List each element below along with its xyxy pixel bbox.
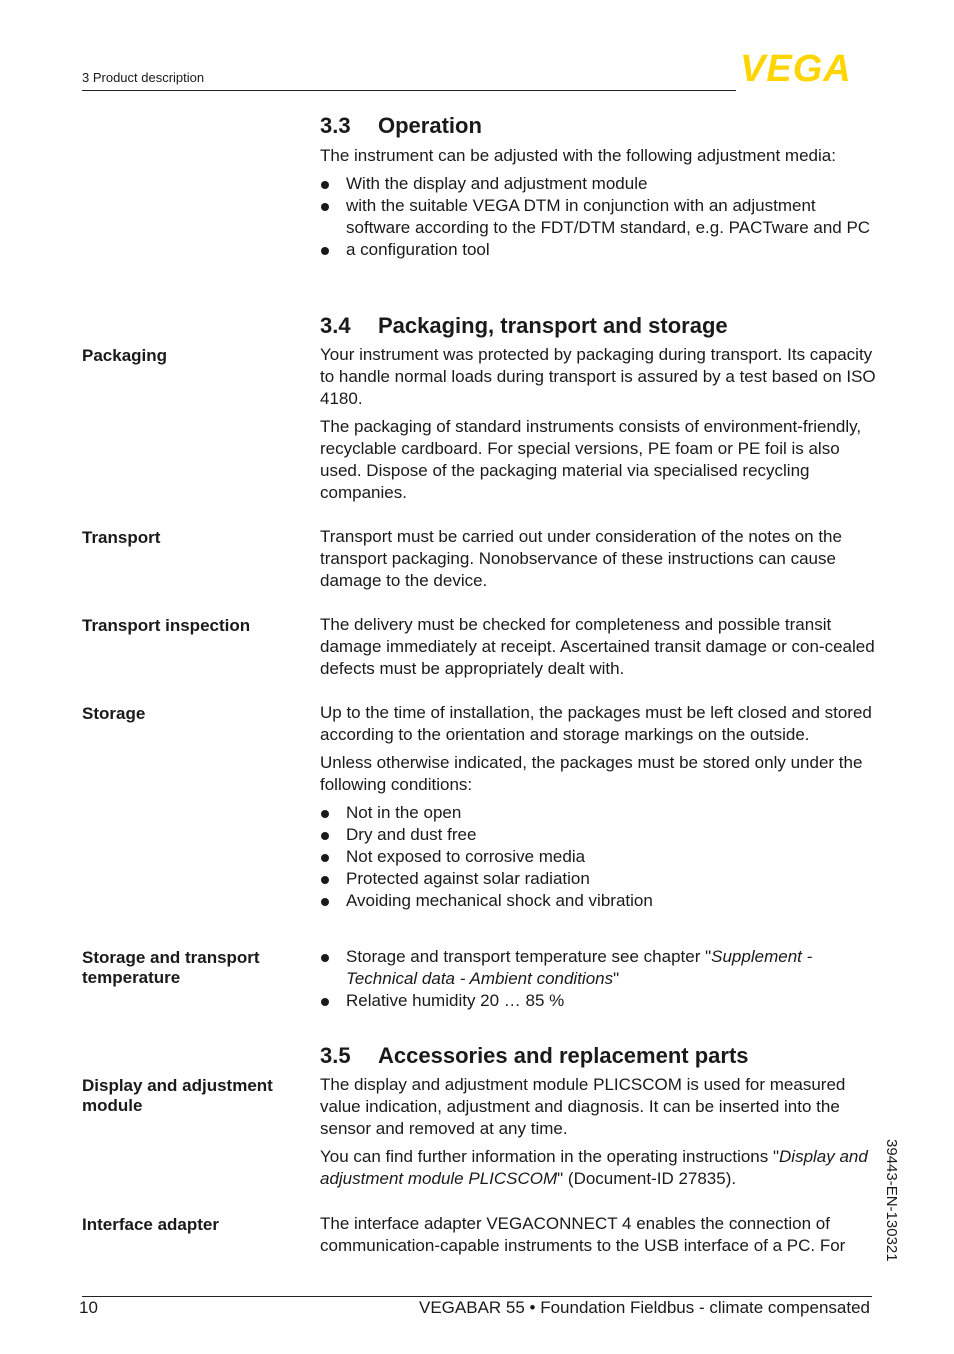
document-reference: Display and adjustment module PLICSCOM (320, 1147, 868, 1188)
inspection-body (320, 614, 876, 680)
logo-wordmark: VEGA (740, 50, 852, 86)
transport-body (320, 526, 876, 592)
list-item: Relative humidity 20 … 85 % (320, 990, 876, 1012)
page-number: 10 (79, 1298, 98, 1317)
footer-rule (82, 1296, 872, 1297)
margin-label-interface-adapter: Interface adapter (82, 1215, 219, 1234)
vega-logo-graphic (740, 50, 874, 86)
list-item: Not in the open (320, 802, 876, 824)
list-item: with the suitable VEGA DTM in conjunction with an adjustment software according to the FDT/DTM standard, e.g. PACTware and PC (320, 195, 876, 239)
paragraph: The delivery must be checked for completeness and possible transit damage immediately at receipt. Ascertained transit damage or con-cealed defects must be appropriately dealt with. (320, 615, 875, 678)
paragraph: The display and adjustment module PLICSCOM is used for measured value indication, adjustment and diagnosis. It can be inserted into the sensor and removed at any time. (320, 1075, 846, 1138)
margin-label-storage: Storage (82, 704, 146, 723)
storage-body (320, 702, 876, 912)
text-run: " (Document-ID 27835). (557, 1169, 737, 1188)
margin-label-display-module: Display and adjustment module (82, 1076, 273, 1115)
vega-logo (740, 50, 874, 91)
section-heading-3-4 (320, 313, 728, 339)
chapter-reference: Supplement - Technical data - Ambient conditions (346, 947, 813, 988)
list-item: Avoiding mechanical shock and vibration (320, 890, 876, 912)
section-number: 3.4 (320, 313, 351, 338)
operation-intro: The instrument can be adjusted with the following adjustment media: (320, 146, 836, 165)
running-header: 3 Product description (82, 70, 205, 85)
text-run: " (613, 969, 620, 988)
section-title: Accessories and replacement parts (378, 1043, 749, 1068)
section-number: 3.3 (320, 113, 351, 138)
footer-title: VEGABAR 55 • Foundation Fieldbus - climate compensated (418, 1298, 870, 1317)
list-item: Dry and dust free (320, 824, 876, 846)
text-run: Storage and transport temperature see chapter " (346, 947, 712, 966)
margin-label-transport-inspection: Transport inspection (82, 616, 251, 635)
paragraph: Transport must be carried out under consideration of the notes on the transport packaging. Nonobservance of these instructions can cause damage to the device. (320, 527, 842, 590)
storage-conditions-list (320, 802, 876, 912)
section-number: 3.5 (320, 1043, 351, 1068)
paragraph: Your instrument was protected by packaging during transport. Its capacity to handle normal loads during transport is assured by a test based on ISO 4180. (320, 345, 876, 408)
operation-list (320, 173, 876, 261)
list-item: With the display and adjustment module (320, 173, 876, 195)
list-item: a configuration tool (320, 239, 876, 261)
paragraph: The packaging of standard instruments consists of environment-friendly, recyclable cardboard. For special versions, PE foam or PE foil is also used. Dispose of the packaging material via specialised recycling companies. (320, 417, 862, 502)
paragraph: Unless otherwise indicated, the packages must be stored only under the following conditions: (320, 753, 863, 794)
section-heading-3-3 (320, 113, 482, 139)
list-item: Not exposed to corrosive media (320, 846, 876, 868)
margin-label-transport: Transport (82, 528, 161, 547)
section-title: Packaging, transport and storage (378, 313, 728, 338)
list-item: Protected against solar radiation (320, 868, 876, 890)
display-module-body (320, 1074, 876, 1190)
paragraph: The interface adapter VEGACONNECT 4 enables the connection of communication-capable instruments to the USB interface of a PC. For (320, 1214, 846, 1255)
paragraph: Up to the time of installation, the packages must be left closed and stored according to the orientation and storage markings on the outside. (320, 703, 872, 744)
document-id: 39443-EN-130321 (883, 1139, 900, 1262)
operation-body (320, 145, 876, 261)
section-heading-3-5 (320, 1043, 749, 1069)
packaging-body (320, 344, 876, 504)
interface-adapter-body (320, 1213, 876, 1257)
header-rule (82, 90, 736, 91)
text-run: You can find further information in the operating instructions " (320, 1147, 780, 1166)
paragraph (320, 1146, 876, 1190)
temperature-list (320, 946, 876, 1012)
temperature-body (320, 946, 876, 1012)
list-item (320, 946, 876, 990)
margin-label-storage-temperature: Storage and transport temperature (82, 948, 260, 987)
margin-label-packaging: Packaging (82, 346, 168, 365)
section-title: Operation (378, 113, 482, 138)
